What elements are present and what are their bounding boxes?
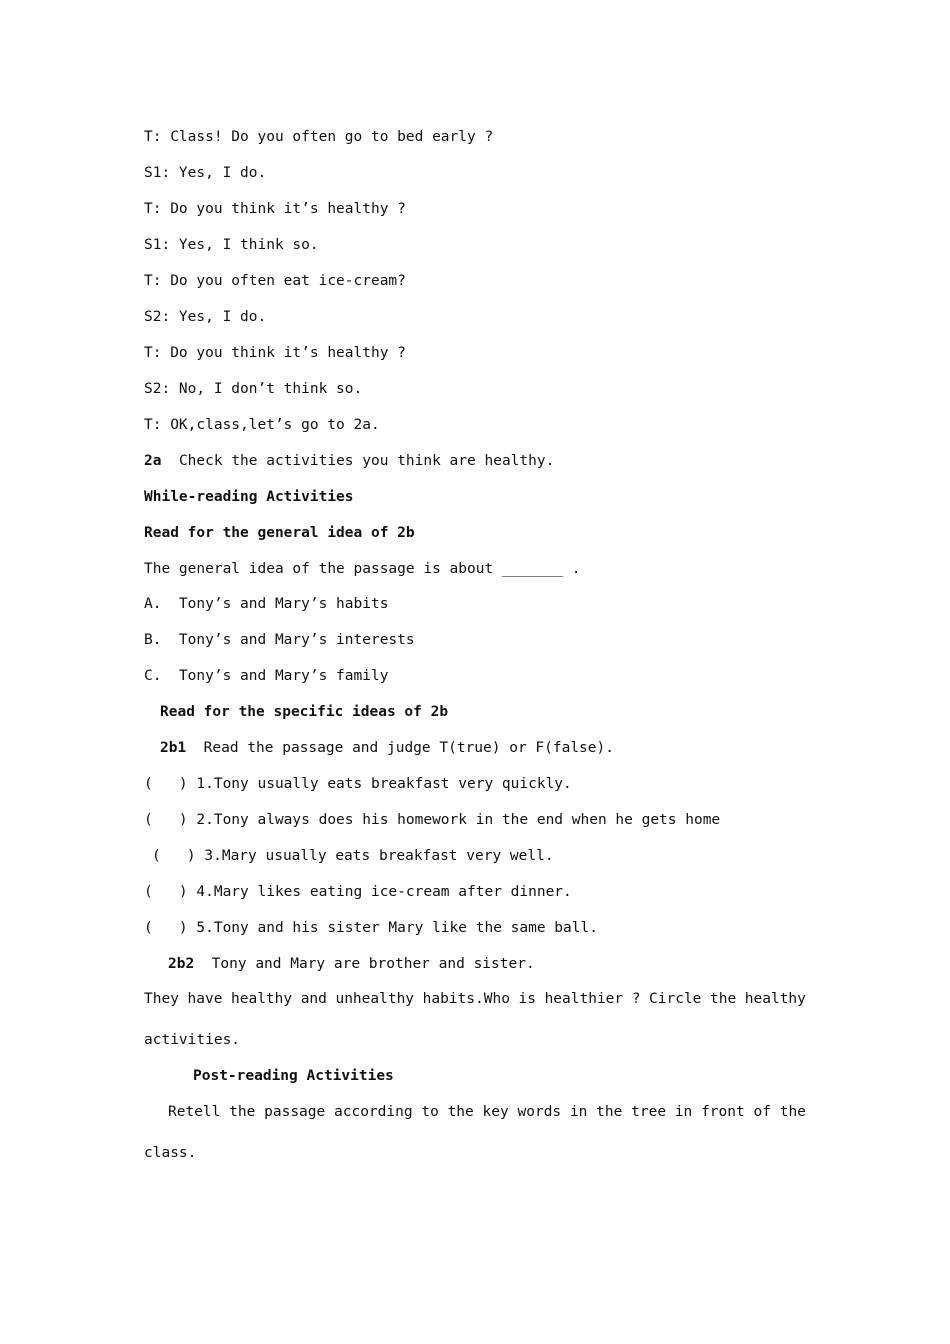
word: is	[518, 991, 536, 1007]
word: They	[144, 991, 179, 1007]
option-b: B. Tony’s and Mary’s interests	[144, 632, 415, 648]
word: healthy	[744, 991, 806, 1007]
post-reading-heading: Post-reading Activities	[193, 1068, 394, 1084]
word: habits.Who	[422, 991, 510, 1007]
statement-1: ( ) 1.Tony usually eats breakfast very quickly.	[144, 776, 572, 792]
word: healthier	[544, 991, 624, 1007]
statement-4: ( ) 4.Mary likes eating ice-cream after dinner.	[144, 884, 572, 900]
dialogue-line: T: Do you think it’s healthy ?	[144, 201, 406, 217]
while-reading-heading: While-reading Activities	[144, 489, 354, 505]
word: the	[229, 1104, 256, 1120]
task-2b2-line2	[144, 989, 806, 1009]
dialogue-line: S1: Yes, I think so.	[144, 237, 319, 253]
word: have	[187, 991, 223, 1007]
task-2a	[144, 451, 554, 471]
word: in	[674, 1104, 693, 1120]
dialogue-line: S1: Yes, I do.	[144, 165, 267, 181]
task-2a-text: Check the activities you think are healthy.	[178, 453, 555, 469]
word: according	[334, 1104, 413, 1120]
statement-5: ( ) 5.Tony and his sister Mary like the same ball.	[144, 920, 598, 936]
word: in	[569, 1104, 588, 1120]
word: key	[482, 1104, 509, 1120]
word: to	[421, 1104, 439, 1120]
dialogue-line: S2: Yes, I do.	[144, 309, 267, 325]
dialogue-line: S2: No, I don’t think so.	[144, 381, 363, 397]
task-2a-label: 2a	[144, 453, 162, 469]
word: words	[517, 1104, 562, 1120]
task-2b2-text: Tony and Mary are brother and sister.	[211, 956, 535, 972]
task-2b2-line3: activities.	[144, 1032, 241, 1048]
general-idea-question: The general idea of the passage is about _______ .	[144, 561, 581, 577]
task-2b2-label: 2b2	[168, 956, 195, 972]
statement-2: ( ) 2.Tony always does his homework in the end when he gets home	[144, 812, 721, 828]
dialogue-line: T: Do you often eat ice-cream?	[144, 273, 406, 289]
word: the	[710, 991, 737, 1007]
post-reading-line2: class.	[144, 1145, 197, 1161]
dialogue-line: T: Class! Do you often go to bed early ?	[144, 129, 494, 145]
task-2b1-text: Read the passage and judge T(true) or F(false).	[203, 740, 614, 756]
word: and	[300, 991, 327, 1007]
word: Circle	[649, 991, 702, 1007]
word: the	[447, 1104, 474, 1120]
word: unhealthy	[335, 991, 415, 1007]
task-2b2	[168, 954, 535, 974]
word: tree	[631, 1104, 667, 1120]
dialogue-line: T: OK,class,let’s go to 2a.	[144, 417, 380, 433]
option-a: A. Tony’s and Mary’s habits	[144, 596, 389, 612]
post-reading-line1	[168, 1102, 806, 1122]
word: healthy	[231, 991, 293, 1007]
word: passage	[264, 1104, 326, 1120]
task-2b1	[160, 738, 614, 758]
word: the	[779, 1104, 806, 1120]
task-2b1-label: 2b1	[160, 740, 187, 756]
word: ?	[631, 991, 641, 1007]
statement-3: ( ) 3.Mary usually eats breakfast very well.	[152, 848, 554, 864]
specific-ideas-heading: Read for the specific ideas of 2b	[160, 704, 449, 720]
word: Retell	[168, 1104, 221, 1120]
dialogue-line: T: Do you think it’s healthy ?	[144, 345, 406, 361]
word: front	[701, 1104, 745, 1120]
word: of	[753, 1104, 771, 1120]
general-idea-heading: Read for the general idea of 2b	[144, 525, 415, 541]
word: the	[596, 1104, 623, 1120]
option-c: C. Tony’s and Mary’s family	[144, 668, 389, 684]
